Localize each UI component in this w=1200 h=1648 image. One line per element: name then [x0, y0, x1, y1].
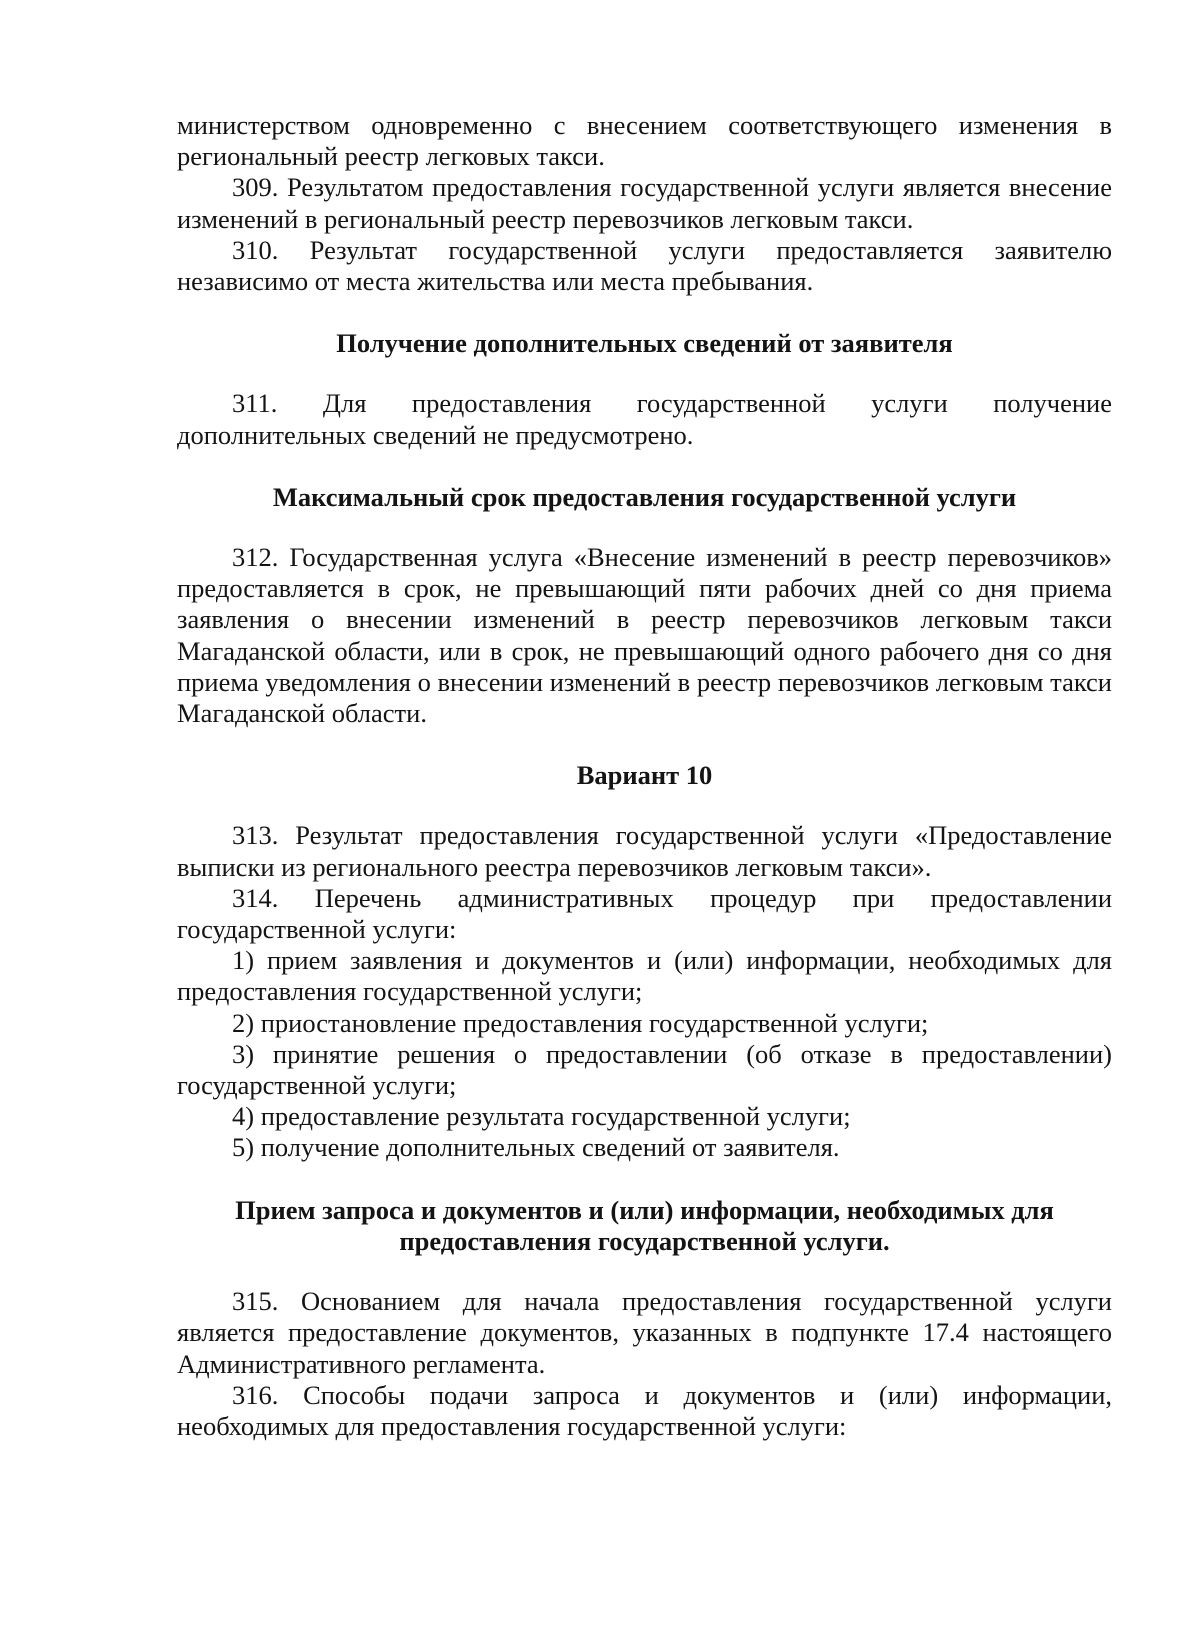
heading-reception [177, 1195, 1112, 1257]
paragraph-314: 314. Перечень административных процедур при предоставлении государственной услуги: [177, 882, 1112, 945]
paragraph-continuation: министерством одновременно с внесением соответствующего изменения в региональный реестр легковых такси. [177, 110, 1112, 172]
list-item-4: 4) предоставление результата государственной услуги; [232, 1101, 851, 1132]
list-item-1: 1) прием заявления и документов и (или) информации, необходимых для предоставления государственной услуги; [177, 945, 1112, 1007]
document-body [177, 110, 1112, 1442]
list-item-2: 2) приостановление предоставления государственной услуги; [232, 1007, 929, 1038]
heading-max-term: Максимальный срок предоставления государственной услуги [272, 481, 1017, 512]
list-item-5: 5) получение дополнительных сведений от заявителя. [232, 1132, 840, 1163]
heading-reception-line-1: Прием запроса и документов и (или) информации, необходимых для [235, 1194, 1054, 1225]
list-item-3: 3) принятие решения о предоставлении (об отказе в предоставлении) государственной услуги; [177, 1038, 1112, 1101]
paragraph-313: 313. Результат предоставления государственной услуги «Предоставление выписки из регионального реестра перевозчиков легковым такси». [177, 820, 1112, 882]
heading-reception-line-2: предоставления государственной услуги. [399, 1225, 890, 1256]
paragraph-315: 315. Основанием для начала предоставления государственной услуги является предоставление документов, указанных в подпункте 17.4 настоящего Административного регламента. [177, 1286, 1112, 1379]
paragraph-309: 309. Результатом предоставления государственной услуги является внесение изменений в региональный реестр перевозчиков легковым такси. [177, 172, 1112, 234]
heading-variant-10: Вариант 10 [576, 760, 713, 791]
heading-additional-info: Получение дополнительных сведений от заявителя [336, 328, 953, 359]
paragraph-316: 316. Способы подачи запроса и документов и (или) информации, необходимых для предоставления государственной услуги: [177, 1379, 1112, 1441]
paragraph-312: 312. Государственная услуга «Внесение изменений в реестр перевозчиков» предоставляется в срок, не превышающий пяти рабочих дней со дня приема заявления о внесении изменений в реестр перевозчиков легковым такси Магаданской области, или в срок, не превышающий одного рабочего дня со дня приема уведомления о внесении изменений в реестр перевозчиков легковым такси Магаданской области. [177, 542, 1112, 729]
paragraph-311: 311. Для предоставления государственной услуги получение дополнительных сведений не предусмотрено. [177, 388, 1112, 450]
paragraph-310: 310. Результат государственной услуги предоставляется заявителю независимо от места жительства или места пребывания. [177, 234, 1112, 297]
